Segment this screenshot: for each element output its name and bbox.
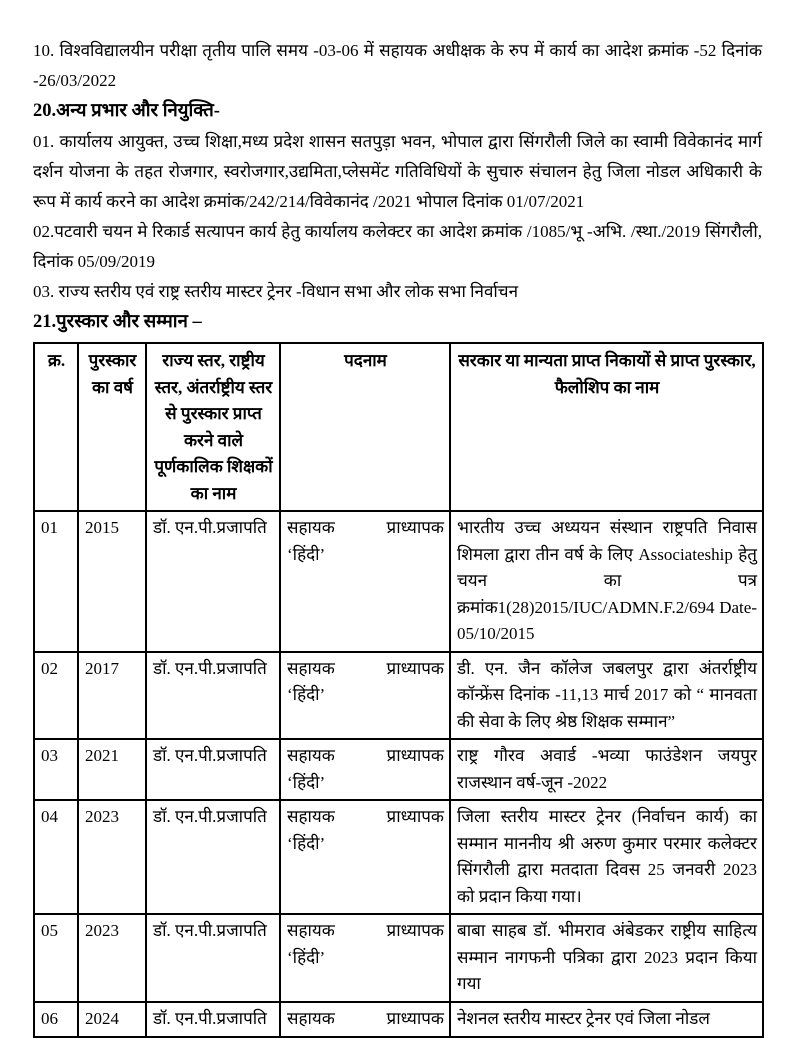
cell-name: डॉ. एन.पी.प्रजापति <box>146 511 280 652</box>
cell-name: डॉ. एन.पी.प्रजापति <box>146 1002 280 1037</box>
designation-left: सहायक <box>287 658 335 678</box>
designation-line2: ‘हिंदी’ <box>287 947 326 967</box>
table-header-row <box>34 343 763 511</box>
table-row <box>34 511 763 652</box>
cell-name: डॉ. एन.पी.प्रजापति <box>146 914 280 1002</box>
cell-year: 2023 <box>78 800 146 914</box>
cell-sno: 02 <box>34 652 78 740</box>
cell-name: डॉ. एन.पी.प्रजापति <box>146 739 280 800</box>
designation-right: प्राध्यापक <box>386 807 444 826</box>
designation-right: प्राध्यापक <box>386 658 444 678</box>
cell-year: 2023 <box>78 914 146 1002</box>
cell-designation <box>280 800 450 914</box>
designation-left: सहायक <box>287 518 335 537</box>
designation-left: सहायक <box>287 1008 335 1028</box>
cell-award: बाबा साहब डॉ. भीमराव अंबेडकर राष्ट्रीय साहित्य सम्मान नागफनी पत्रिका द्वारा 2023 प्रदान किया गया <box>450 914 763 1002</box>
col-header-sno: क्र. <box>34 343 78 511</box>
cell-sno: 05 <box>34 914 78 1002</box>
designation-line2: ‘हिंदी’ <box>287 833 326 853</box>
designation-line1 <box>287 515 444 542</box>
table-row <box>34 652 763 740</box>
cell-designation <box>280 652 450 740</box>
table-row <box>34 1002 763 1037</box>
charge-item-03: 03. राज्य स्तरीय एवं राष्ट्र स्तरीय मास्टर ट्रेनर -विधान सभा और लोक सभा निर्वाचन <box>33 282 519 301</box>
cell-award: डी. एन. जैन कॉलेज जबलपुर द्वारा अंतर्राष्ट्रीय कॉन्फ्रेंस दिनांक -11,13 मार्च 2017 को “ मानवता की सेवा के लिए श्रेष्ठ शिक्षक सम्मान” <box>450 652 763 740</box>
cell-sno: 04 <box>34 800 78 914</box>
cell-sno: 03 <box>34 739 78 800</box>
designation-left: सहायक <box>287 921 335 940</box>
designation-right: प्राध्यापक <box>386 921 444 940</box>
designation-line1 <box>287 1006 444 1033</box>
cell-designation <box>280 739 450 800</box>
cell-name: डॉ. एन.पी.प्रजापति <box>146 800 280 914</box>
designation-left: सहायक <box>287 807 335 826</box>
cell-award: नेशनल स्तरीय मास्टर ट्रेनर एवं जिला नोडल <box>450 1002 763 1037</box>
col-header-year: पुरस्कार का वर्ष <box>78 343 146 511</box>
table-row <box>34 739 763 800</box>
cell-designation <box>280 914 450 1002</box>
col-header-designation: पदनाम <box>280 343 450 511</box>
cell-year: 2017 <box>78 652 146 740</box>
charge-item-02: 02.पटवारी चयन मे रिकार्ड सत्यापन कार्य हेतु कार्यालय कलेक्टर का आदेश क्रमांक /1085/भू -अभि. /स्था./2019 सिंगरौली, दिनांक 05/09/2019 <box>33 222 762 271</box>
designation-line1 <box>287 804 444 831</box>
cell-award: राष्ट्र गौरव अवार्ड -भव्या फाउंडेशन जयपुर राजस्थान वर्ष-जून -2022 <box>450 739 763 800</box>
section-heading-20: 20.अन्य प्रभार और नियुक्ति- <box>33 101 220 121</box>
charge-item-01: 01. कार्यालय आयुक्त, उच्च शिक्षा,मध्य प्रदेश शासन सतपुड़ा भवन, भोपाल द्वारा सिंगरौली जिले का स्वामी विवेकानंद मार्ग दर्शन योजना के तहत रोजगार, स्वरोजगार,उद्यमिता,प्लेसमेंट गतिविधियों के सुचारु संचालन हेतु जिला नोडल अधिकारी के रूप में कार्य करने का आदेश क्रमांक/242/214/विवेकानंद /2021 भोपाल दिनांक 01/07/2021 <box>33 132 762 211</box>
order-item-10: 10. विश्वविद्यालयीन परीक्षा तृतीय पालि समय -03-06 में सहायक अधीक्षक के रुप में कार्य का आदेश क्रमांक -52 दिनांक -26/03/2022 <box>33 41 762 90</box>
cell-year: 2024 <box>78 1002 146 1037</box>
awards-table <box>33 342 764 1038</box>
col-header-name: राज्य स्तर, राष्ट्रीय स्तर, अंतर्राष्ट्रीय स्तर से पुरस्कार प्राप्त करने वाले पूर्णकालिक शिक्षकों का नाम <box>146 343 280 511</box>
cell-sno: 01 <box>34 511 78 652</box>
designation-line1 <box>287 743 444 770</box>
section-heading-21: 21.पुरस्कार और सम्मान – <box>33 312 202 332</box>
table-row <box>34 800 763 914</box>
designation-line2: ‘हिंदी’ <box>287 544 326 564</box>
designation-right: प्राध्यापक <box>386 518 444 537</box>
designation-line1 <box>287 918 444 945</box>
col-header-award: सरकार या मान्यता प्राप्त निकायों से प्राप्त पुरस्कार, फैलोशिप का नाम <box>450 343 763 511</box>
designation-left: सहायक <box>287 746 335 765</box>
cell-award: जिला स्तरीय मास्टर ट्रेनर (निर्वाचन कार्य) का सम्मान माननीय श्री अरुण कुमार परमार कलेक्टर सिंगरौली द्वारा मतदाता दिवस 25 जनवरी 2023 को प्रदान किया गया। <box>450 800 763 914</box>
cell-sno: 06 <box>34 1002 78 1037</box>
designation-right: प्राध्यापक <box>386 1008 444 1028</box>
designation-line2: ‘हिंदी’ <box>287 772 326 792</box>
cell-name: डॉ. एन.पी.प्रजापति <box>146 652 280 740</box>
cell-year: 2021 <box>78 739 146 800</box>
designation-line1 <box>287 656 444 683</box>
cell-year: 2015 <box>78 511 146 652</box>
table-row <box>34 914 763 1002</box>
designation-line2: ‘हिंदी’ <box>287 685 326 704</box>
designation-right: प्राध्यापक <box>386 746 444 765</box>
cell-designation <box>280 1002 450 1037</box>
cell-designation <box>280 511 450 652</box>
cell-award: भारतीय उच्च अध्ययन संस्थान राष्ट्रपति निवास शिमला द्वारा तीन वर्ष के लिए Associateship हेतु चयन का पत्र क्रमांक1(28)2015/IUC/ADMN.F.2/694 Date-05/10/2015 <box>450 511 763 652</box>
